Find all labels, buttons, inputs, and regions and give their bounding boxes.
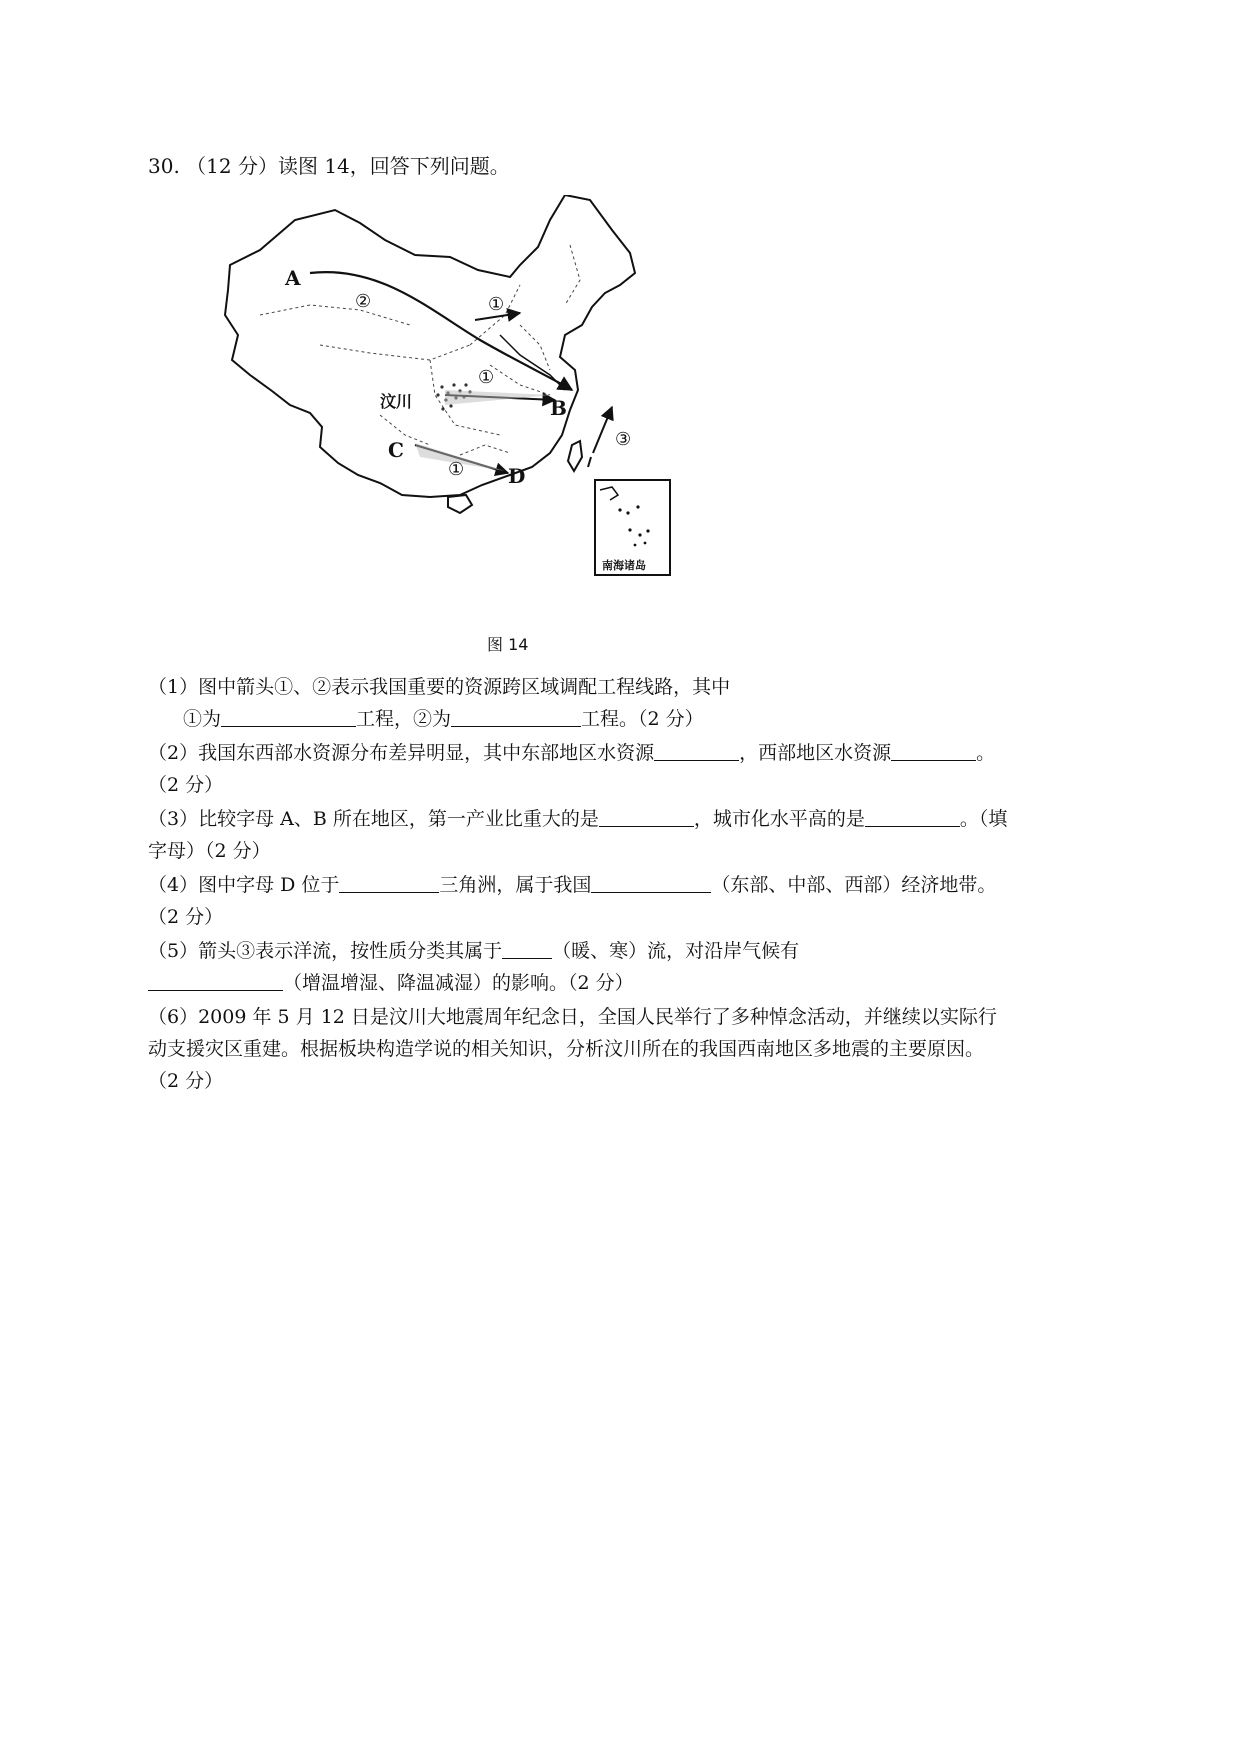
china-map-figure (220, 195, 765, 635)
marker-ocean: ③ (615, 429, 632, 450)
map-label-a: A (285, 266, 301, 290)
q4-line2: （2 分） (148, 906, 224, 928)
q1-line1: （1）图中箭头①、②表示我国重要的资源跨区域调配工程线路，其中 (148, 676, 731, 698)
taiwan-island (568, 441, 582, 471)
arrow-ocean (593, 407, 612, 453)
q3-blank-1[interactable] (599, 808, 694, 827)
map-label-wenchuan: 汶川 (380, 392, 413, 411)
province-borders (260, 245, 580, 455)
marker-south: ① (448, 459, 465, 480)
map-label-c: C (388, 438, 404, 462)
inset-label: 南海诸岛 (602, 559, 646, 572)
figure-caption: 图 14 (487, 635, 529, 654)
q4-line1: （4）图中字母 D 位于 三角洲，属于我国 （东部、中部、西部）经济地带。 (148, 874, 997, 896)
q3-line1: （3）比较字母 A、B 所在地区，第一产业比重大的是 ，城市化水平高的是 。（填 (148, 808, 1008, 830)
q5-line1: （5）箭头③表示洋流，按性质分类其属于 （暖、寒）流，对沿岸气候有 (148, 940, 800, 962)
q1-blank-2[interactable] (451, 708, 581, 727)
q2-line1: （2）我国东西部水资源分布差异明显，其中东部地区水资源 ，西部地区水资源 。 (148, 742, 996, 764)
marker-middle: ① (478, 367, 495, 388)
q5-blank-2[interactable] (148, 972, 283, 991)
q6-line3: （2 分） (148, 1070, 224, 1092)
hainan-island (448, 495, 472, 513)
q2-line2: （2 分） (148, 774, 224, 796)
q1-line2: ①为 工程，②为 工程。（2 分） (183, 708, 704, 730)
q6-line1: （6）2009 年 5 月 12 日是汶川大地震周年纪念日，全国人民举行了多种悼念活动，并继续以实际行 (148, 1006, 997, 1028)
q1-blank-1[interactable] (221, 708, 356, 727)
q6-line2: 动支援灾区重建。根据板块构造学说的相关知识，分析汶川所在的我国西南地区多地震的主要原因。 (148, 1038, 985, 1060)
map-label-d: D (508, 464, 526, 488)
q5-blank-1[interactable] (502, 940, 552, 959)
q3-line2: 字母）（2 分） (148, 840, 271, 862)
map-label-b: B (550, 396, 567, 420)
q4-blank-1[interactable] (339, 874, 439, 893)
marker-north: ① (488, 294, 505, 315)
q3-blank-2[interactable] (865, 808, 960, 827)
question-title: 30. （12 分）读图 14，回答下列问题。 (148, 154, 510, 178)
arrow-west-east (310, 272, 572, 390)
q5-line2: （增温增湿、降温减湿）的影响。（2 分） (148, 968, 634, 995)
q4-blank-2[interactable] (591, 874, 711, 893)
q2-blank-2[interactable] (891, 742, 976, 761)
marker-west-east: ② (355, 291, 372, 312)
q2-blank-1[interactable] (654, 742, 739, 761)
